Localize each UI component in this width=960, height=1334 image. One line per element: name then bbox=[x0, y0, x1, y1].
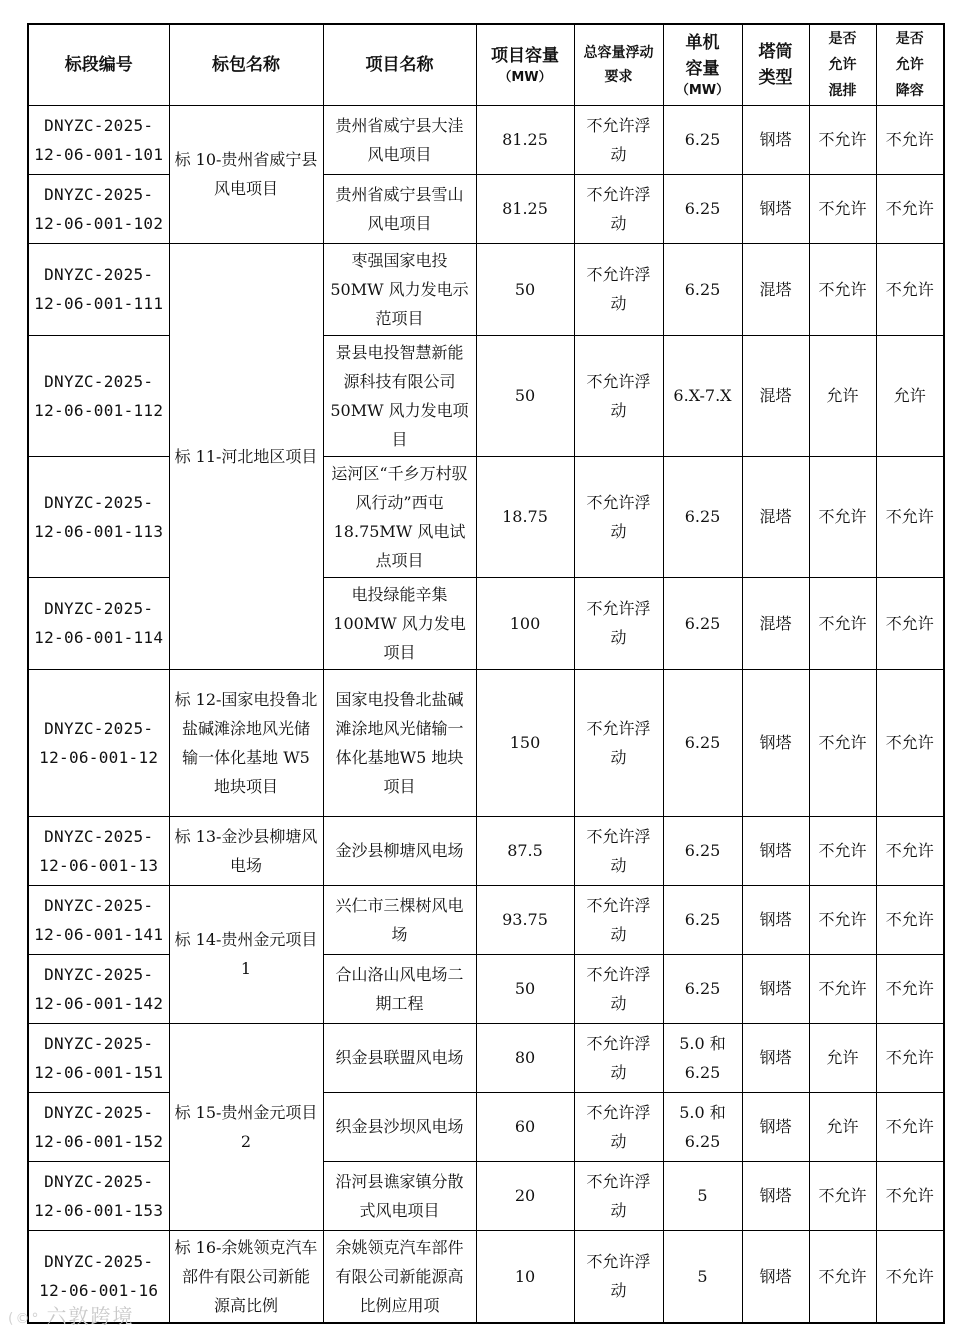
cell-float: 不允许浮动 bbox=[574, 335, 663, 456]
cell-capacity: 50 bbox=[476, 243, 574, 335]
table-row bbox=[28, 816, 944, 885]
header-unit-capacity bbox=[663, 24, 742, 105]
cell-float: 不允许浮动 bbox=[574, 105, 663, 174]
header-reduce bbox=[876, 24, 944, 105]
bid-table bbox=[27, 23, 945, 1324]
table-row bbox=[28, 954, 944, 1023]
cell-reduce: 不允许 bbox=[876, 456, 944, 577]
cell-package: 标 16-余姚领克汽车部件有限公司新能源高比例 bbox=[169, 1230, 323, 1323]
cell-float: 不允许浮动 bbox=[574, 174, 663, 243]
cell-float: 不允许浮动 bbox=[574, 816, 663, 885]
header-unit-unit: （MW） bbox=[675, 82, 730, 98]
cell-float: 不允许浮动 bbox=[574, 1023, 663, 1092]
cell-mix: 不允许 bbox=[809, 577, 876, 669]
cell-tower: 钢塔 bbox=[742, 1161, 809, 1230]
cell-float: 不允许浮动 bbox=[574, 669, 663, 816]
cell-tower: 钢塔 bbox=[742, 885, 809, 954]
header-reduce-line3: 降容 bbox=[895, 82, 924, 99]
table-row bbox=[28, 1230, 944, 1323]
cell-reduce: 不允许 bbox=[876, 577, 944, 669]
cell-unit: 6.25 bbox=[663, 577, 742, 669]
cell-code: DNYZC-2025-12-06-001-113 bbox=[28, 456, 169, 577]
watermark-logo-icon: (©° bbox=[8, 1311, 41, 1327]
cell-reduce: 不允许 bbox=[876, 1161, 944, 1230]
cell-unit: 5.0 和 6.25 bbox=[663, 1023, 742, 1092]
cell-mix: 不允许 bbox=[809, 174, 876, 243]
table-row bbox=[28, 1092, 944, 1161]
header-unit-line1: 单机 bbox=[685, 32, 720, 53]
cell-code: DNYZC-2025-12-06-001-112 bbox=[28, 335, 169, 456]
cell-unit: 5.0 和 6.25 bbox=[663, 1092, 742, 1161]
header-row bbox=[28, 24, 944, 105]
header-reduce-line2: 允许 bbox=[895, 56, 924, 73]
cell-mix: 不允许 bbox=[809, 105, 876, 174]
cell-code: DNYZC-2025-12-06-001-12 bbox=[28, 669, 169, 816]
cell-capacity: 20 bbox=[476, 1161, 574, 1230]
cell-capacity: 80 bbox=[476, 1023, 574, 1092]
cell-tower: 钢塔 bbox=[742, 1023, 809, 1092]
cell-reduce: 不允许 bbox=[876, 1230, 944, 1323]
watermark bbox=[8, 1300, 134, 1329]
cell-tower: 混塔 bbox=[742, 335, 809, 456]
cell-unit: 6.25 bbox=[663, 885, 742, 954]
cell-capacity: 87.5 bbox=[476, 816, 574, 885]
cell-mix: 不允许 bbox=[809, 456, 876, 577]
cell-unit: 6.25 bbox=[663, 954, 742, 1023]
cell-project: 沿河县谯家镇分散式风电项目 bbox=[323, 1161, 476, 1230]
table-row bbox=[28, 335, 944, 456]
table-row bbox=[28, 577, 944, 669]
cell-reduce: 不允许 bbox=[876, 885, 944, 954]
cell-tower: 混塔 bbox=[742, 456, 809, 577]
cell-unit: 6.25 bbox=[663, 105, 742, 174]
cell-project: 国家电投鲁北盐碱滩涂地风光储输一体化基地W5 地块项目 bbox=[323, 669, 476, 816]
cell-unit: 6.25 bbox=[663, 816, 742, 885]
cell-float: 不允许浮动 bbox=[574, 456, 663, 577]
watermark-text: 六敦跨境 bbox=[46, 1304, 135, 1328]
cell-mix: 不允许 bbox=[809, 1161, 876, 1230]
cell-mix: 不允许 bbox=[809, 1230, 876, 1323]
cell-package: 标 11-河北地区项目 bbox=[169, 243, 323, 669]
cell-unit: 6.25 bbox=[663, 456, 742, 577]
cell-code: DNYZC-2025-12-06-001-151 bbox=[28, 1023, 169, 1092]
cell-code: DNYZC-2025-12-06-001-152 bbox=[28, 1092, 169, 1161]
table-row bbox=[28, 885, 944, 954]
cell-unit: 5 bbox=[663, 1230, 742, 1323]
cell-mix: 不允许 bbox=[809, 816, 876, 885]
header-capacity-unit: （MW） bbox=[498, 69, 552, 85]
table-row bbox=[28, 669, 944, 816]
cell-tower: 钢塔 bbox=[742, 1230, 809, 1323]
header-capacity-label: 项目容量 bbox=[491, 45, 559, 66]
cell-reduce: 不允许 bbox=[876, 669, 944, 816]
cell-project: 电投绿能辛集100MW 风力发电项目 bbox=[323, 577, 476, 669]
header-tower bbox=[742, 24, 809, 105]
cell-unit: 6.25 bbox=[663, 174, 742, 243]
cell-capacity: 50 bbox=[476, 954, 574, 1023]
header-tower-line2: 类型 bbox=[758, 67, 793, 88]
cell-code: DNYZC-2025-12-06-001-153 bbox=[28, 1161, 169, 1230]
cell-tower: 混塔 bbox=[742, 577, 809, 669]
cell-tower: 钢塔 bbox=[742, 816, 809, 885]
cell-code: DNYZC-2025-12-06-001-141 bbox=[28, 885, 169, 954]
cell-float: 不允许浮动 bbox=[574, 577, 663, 669]
table-row bbox=[28, 1161, 944, 1230]
header-reduce-line1: 是否 bbox=[895, 30, 924, 47]
header-mix-line2: 允许 bbox=[828, 56, 857, 73]
header-mix-line1: 是否 bbox=[828, 30, 857, 47]
cell-tower: 混塔 bbox=[742, 243, 809, 335]
header-tower-line1: 塔筒 bbox=[758, 41, 793, 62]
cell-capacity: 81.25 bbox=[476, 105, 574, 174]
header-capacity bbox=[476, 24, 574, 105]
cell-unit: 6.25 bbox=[663, 669, 742, 816]
cell-package: 标 10-贵州省威宁县风电项目 bbox=[169, 105, 323, 243]
cell-float: 不允许浮动 bbox=[574, 1230, 663, 1323]
cell-mix: 不允许 bbox=[809, 885, 876, 954]
cell-package: 标 13-金沙县柳塘风电场 bbox=[169, 816, 323, 885]
cell-float: 不允许浮动 bbox=[574, 243, 663, 335]
cell-code: DNYZC-2025-12-06-001-111 bbox=[28, 243, 169, 335]
header-code: 标段编号 bbox=[28, 24, 169, 105]
cell-mix: 允许 bbox=[809, 1092, 876, 1161]
cell-capacity: 50 bbox=[476, 335, 574, 456]
cell-capacity: 81.25 bbox=[476, 174, 574, 243]
cell-mix: 允许 bbox=[809, 1023, 876, 1092]
cell-code: DNYZC-2025-12-06-001-114 bbox=[28, 577, 169, 669]
cell-tower: 钢塔 bbox=[742, 954, 809, 1023]
cell-project: 金沙县柳塘风电场 bbox=[323, 816, 476, 885]
cell-unit: 6.X-7.X bbox=[663, 335, 742, 456]
cell-code: DNYZC-2025-12-06-001-142 bbox=[28, 954, 169, 1023]
cell-reduce: 不允许 bbox=[876, 1092, 944, 1161]
table-row bbox=[28, 456, 944, 577]
cell-capacity: 18.75 bbox=[476, 456, 574, 577]
table-row bbox=[28, 1023, 944, 1092]
cell-float: 不允许浮动 bbox=[574, 954, 663, 1023]
cell-capacity: 150 bbox=[476, 669, 574, 816]
cell-reduce: 不允许 bbox=[876, 105, 944, 174]
table-row bbox=[28, 105, 944, 174]
cell-float: 不允许浮动 bbox=[574, 1161, 663, 1230]
cell-tower: 钢塔 bbox=[742, 105, 809, 174]
cell-unit: 5 bbox=[663, 1161, 742, 1230]
cell-project: 余姚领克汽车部件有限公司新能源高比例应用项 bbox=[323, 1230, 476, 1323]
cell-code: DNYZC-2025-12-06-001-16 bbox=[28, 1230, 169, 1323]
cell-float: 不允许浮动 bbox=[574, 885, 663, 954]
header-unit-line2: 容量 bbox=[685, 58, 720, 79]
cell-tower: 钢塔 bbox=[742, 174, 809, 243]
table-row bbox=[28, 243, 944, 335]
header-project: 项目名称 bbox=[323, 24, 476, 105]
header-mix bbox=[809, 24, 876, 105]
cell-capacity: 60 bbox=[476, 1092, 574, 1161]
table-row bbox=[28, 174, 944, 243]
cell-code: DNYZC-2025-12-06-001-102 bbox=[28, 174, 169, 243]
cell-reduce: 不允许 bbox=[876, 174, 944, 243]
cell-capacity: 100 bbox=[476, 577, 574, 669]
cell-code: DNYZC-2025-12-06-001-13 bbox=[28, 816, 169, 885]
cell-project: 景县电投智慧新能源科技有限公司 50MW 风力发电项目 bbox=[323, 335, 476, 456]
cell-project: 织金县沙坝风电场 bbox=[323, 1092, 476, 1161]
cell-reduce: 不允许 bbox=[876, 954, 944, 1023]
cell-package: 标 12-国家电投鲁北盐碱滩涂地风光储输一体化基地 W5 地块项目 bbox=[169, 669, 323, 816]
cell-project: 合山洛山风电场二期工程 bbox=[323, 954, 476, 1023]
cell-capacity: 10 bbox=[476, 1230, 574, 1323]
header-package: 标包名称 bbox=[169, 24, 323, 105]
cell-tower: 钢塔 bbox=[742, 669, 809, 816]
cell-project: 贵州省威宁县大洼风电项目 bbox=[323, 105, 476, 174]
cell-project: 枣强国家电投50MW 风力发电示范项目 bbox=[323, 243, 476, 335]
cell-reduce: 允许 bbox=[876, 335, 944, 456]
cell-float: 不允许浮动 bbox=[574, 1092, 663, 1161]
cell-mix: 不允许 bbox=[809, 243, 876, 335]
header-float: 总容量浮动要求 bbox=[574, 24, 663, 105]
cell-reduce: 不允许 bbox=[876, 816, 944, 885]
cell-project: 兴仁市三棵树风电场 bbox=[323, 885, 476, 954]
cell-mix: 允许 bbox=[809, 335, 876, 456]
cell-mix: 不允许 bbox=[809, 954, 876, 1023]
cell-reduce: 不允许 bbox=[876, 243, 944, 335]
cell-project: 运河区“千乡万村驭风行动”西屯 18.75MW 风电试点项目 bbox=[323, 456, 476, 577]
cell-unit: 6.25 bbox=[663, 243, 742, 335]
cell-reduce: 不允许 bbox=[876, 1023, 944, 1092]
cell-package: 标 14-贵州金元项目 1 bbox=[169, 885, 323, 1023]
header-mix-line3: 混排 bbox=[828, 82, 857, 99]
cell-package: 标 15-贵州金元项目 2 bbox=[169, 1023, 323, 1230]
cell-code: DNYZC-2025-12-06-001-101 bbox=[28, 105, 169, 174]
cell-project: 贵州省威宁县雪山风电项目 bbox=[323, 174, 476, 243]
cell-project: 织金县联盟风电场 bbox=[323, 1023, 476, 1092]
cell-mix: 不允许 bbox=[809, 669, 876, 816]
cell-tower: 钢塔 bbox=[742, 1092, 809, 1161]
cell-capacity: 93.75 bbox=[476, 885, 574, 954]
